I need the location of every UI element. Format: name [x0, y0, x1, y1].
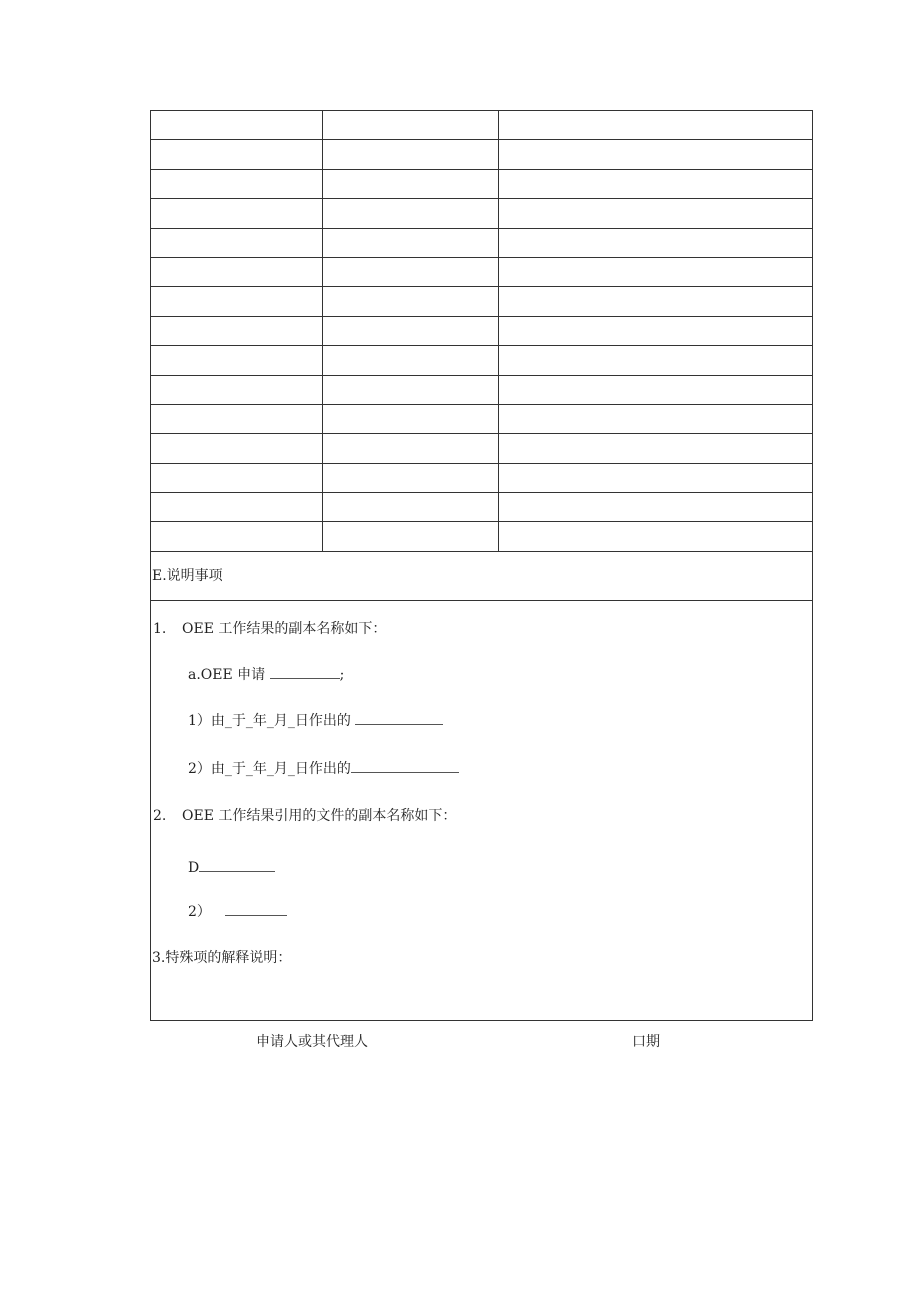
table-row: [151, 199, 813, 228]
table-cell[interactable]: [151, 140, 323, 169]
table-cell[interactable]: [323, 434, 499, 463]
date-label: 口期: [632, 1034, 660, 1050]
table-cell[interactable]: [499, 169, 813, 198]
table-row: [151, 404, 813, 433]
table-row: [151, 493, 813, 522]
applicant-label: 申请人或其代理人: [256, 1034, 368, 1050]
table-cell[interactable]: [499, 375, 813, 404]
item1-number: 1.: [153, 621, 167, 637]
table-cell[interactable]: [323, 346, 499, 375]
item1-line2: [188, 760, 459, 777]
table-cell[interactable]: [499, 493, 813, 522]
item2-two-blank[interactable]: [225, 903, 287, 916]
item3-text: 3.特殊项的解释说明：: [152, 950, 292, 966]
table-cell[interactable]: [151, 493, 323, 522]
item2-d-line: [188, 859, 275, 876]
item1-sub-a: [188, 666, 344, 683]
item1-line2-text: 2）由_于_年_月_日作出的: [188, 761, 351, 777]
item1-line2-blank[interactable]: [351, 760, 459, 773]
table-cell[interactable]: [323, 463, 499, 492]
table-row: [151, 463, 813, 492]
item1-line1-text: 1）由_于_年_月_日作出的: [188, 713, 351, 729]
table-cell[interactable]: [323, 375, 499, 404]
table-row: [151, 287, 813, 316]
table-cell[interactable]: [323, 287, 499, 316]
table-cell[interactable]: [151, 316, 323, 345]
table-cell[interactable]: [499, 111, 813, 140]
table-row: [151, 169, 813, 198]
table-cell[interactable]: [151, 257, 323, 286]
table-cell[interactable]: [151, 169, 323, 198]
item2-two-label: 2）: [188, 904, 211, 920]
item2-d-label: D: [188, 860, 200, 876]
table-row: [151, 375, 813, 404]
table-cell[interactable]: [323, 199, 499, 228]
notes-header: [151, 552, 812, 601]
table-cell[interactable]: [151, 287, 323, 316]
table-cell[interactable]: [499, 228, 813, 257]
table-cell[interactable]: [499, 199, 813, 228]
item1-line1-blank[interactable]: [355, 712, 443, 725]
table-row: [151, 434, 813, 463]
table-cell[interactable]: [151, 522, 323, 551]
table-row: [151, 111, 813, 140]
item2-two-line: [188, 903, 287, 920]
item1-line1: [188, 712, 443, 729]
table-cell[interactable]: [323, 111, 499, 140]
table-cell[interactable]: [323, 140, 499, 169]
table-cell[interactable]: [151, 228, 323, 257]
table-cell[interactable]: [499, 140, 813, 169]
table-cell[interactable]: [151, 375, 323, 404]
table-cell[interactable]: [499, 346, 813, 375]
table-row: [151, 346, 813, 375]
table-cell[interactable]: [151, 434, 323, 463]
table-cell[interactable]: [151, 404, 323, 433]
table-cell[interactable]: [323, 404, 499, 433]
table-row: [151, 522, 813, 551]
table-cell[interactable]: [323, 228, 499, 257]
item1-sub-a-blank[interactable]: [270, 666, 340, 679]
table-cell[interactable]: [323, 169, 499, 198]
item2-d-blank[interactable]: [199, 859, 275, 872]
table-cell[interactable]: [499, 434, 813, 463]
table-row: [151, 228, 813, 257]
table-cell[interactable]: [151, 111, 323, 140]
table-row: [151, 316, 813, 345]
table-cell[interactable]: [499, 287, 813, 316]
table-cell[interactable]: [499, 257, 813, 286]
table-cell[interactable]: [151, 199, 323, 228]
table-cell[interactable]: [323, 316, 499, 345]
item1-sub-a-end: ;: [339, 667, 345, 683]
table-row: [151, 257, 813, 286]
blank-table: [150, 110, 813, 552]
table-cell[interactable]: [499, 316, 813, 345]
table-cell[interactable]: [151, 463, 323, 492]
notes-section: [150, 552, 813, 1021]
table-cell[interactable]: [323, 493, 499, 522]
table-cell[interactable]: [499, 463, 813, 492]
table-cell[interactable]: [499, 522, 813, 551]
section-heading: E.说明事项: [152, 568, 223, 584]
item1-sub-a-label: a.OEE 申请: [188, 667, 266, 683]
item2-number: 2.: [153, 808, 167, 824]
item2-text: OEE 工作结果引用的文件的副本名称如下：: [182, 808, 457, 824]
table-cell[interactable]: [151, 346, 323, 375]
item1-text: OEE 工作结果的副本名称如下：: [182, 621, 387, 637]
table-cell[interactable]: [323, 257, 499, 286]
table-row: [151, 140, 813, 169]
table-cell[interactable]: [323, 522, 499, 551]
table-cell[interactable]: [499, 404, 813, 433]
